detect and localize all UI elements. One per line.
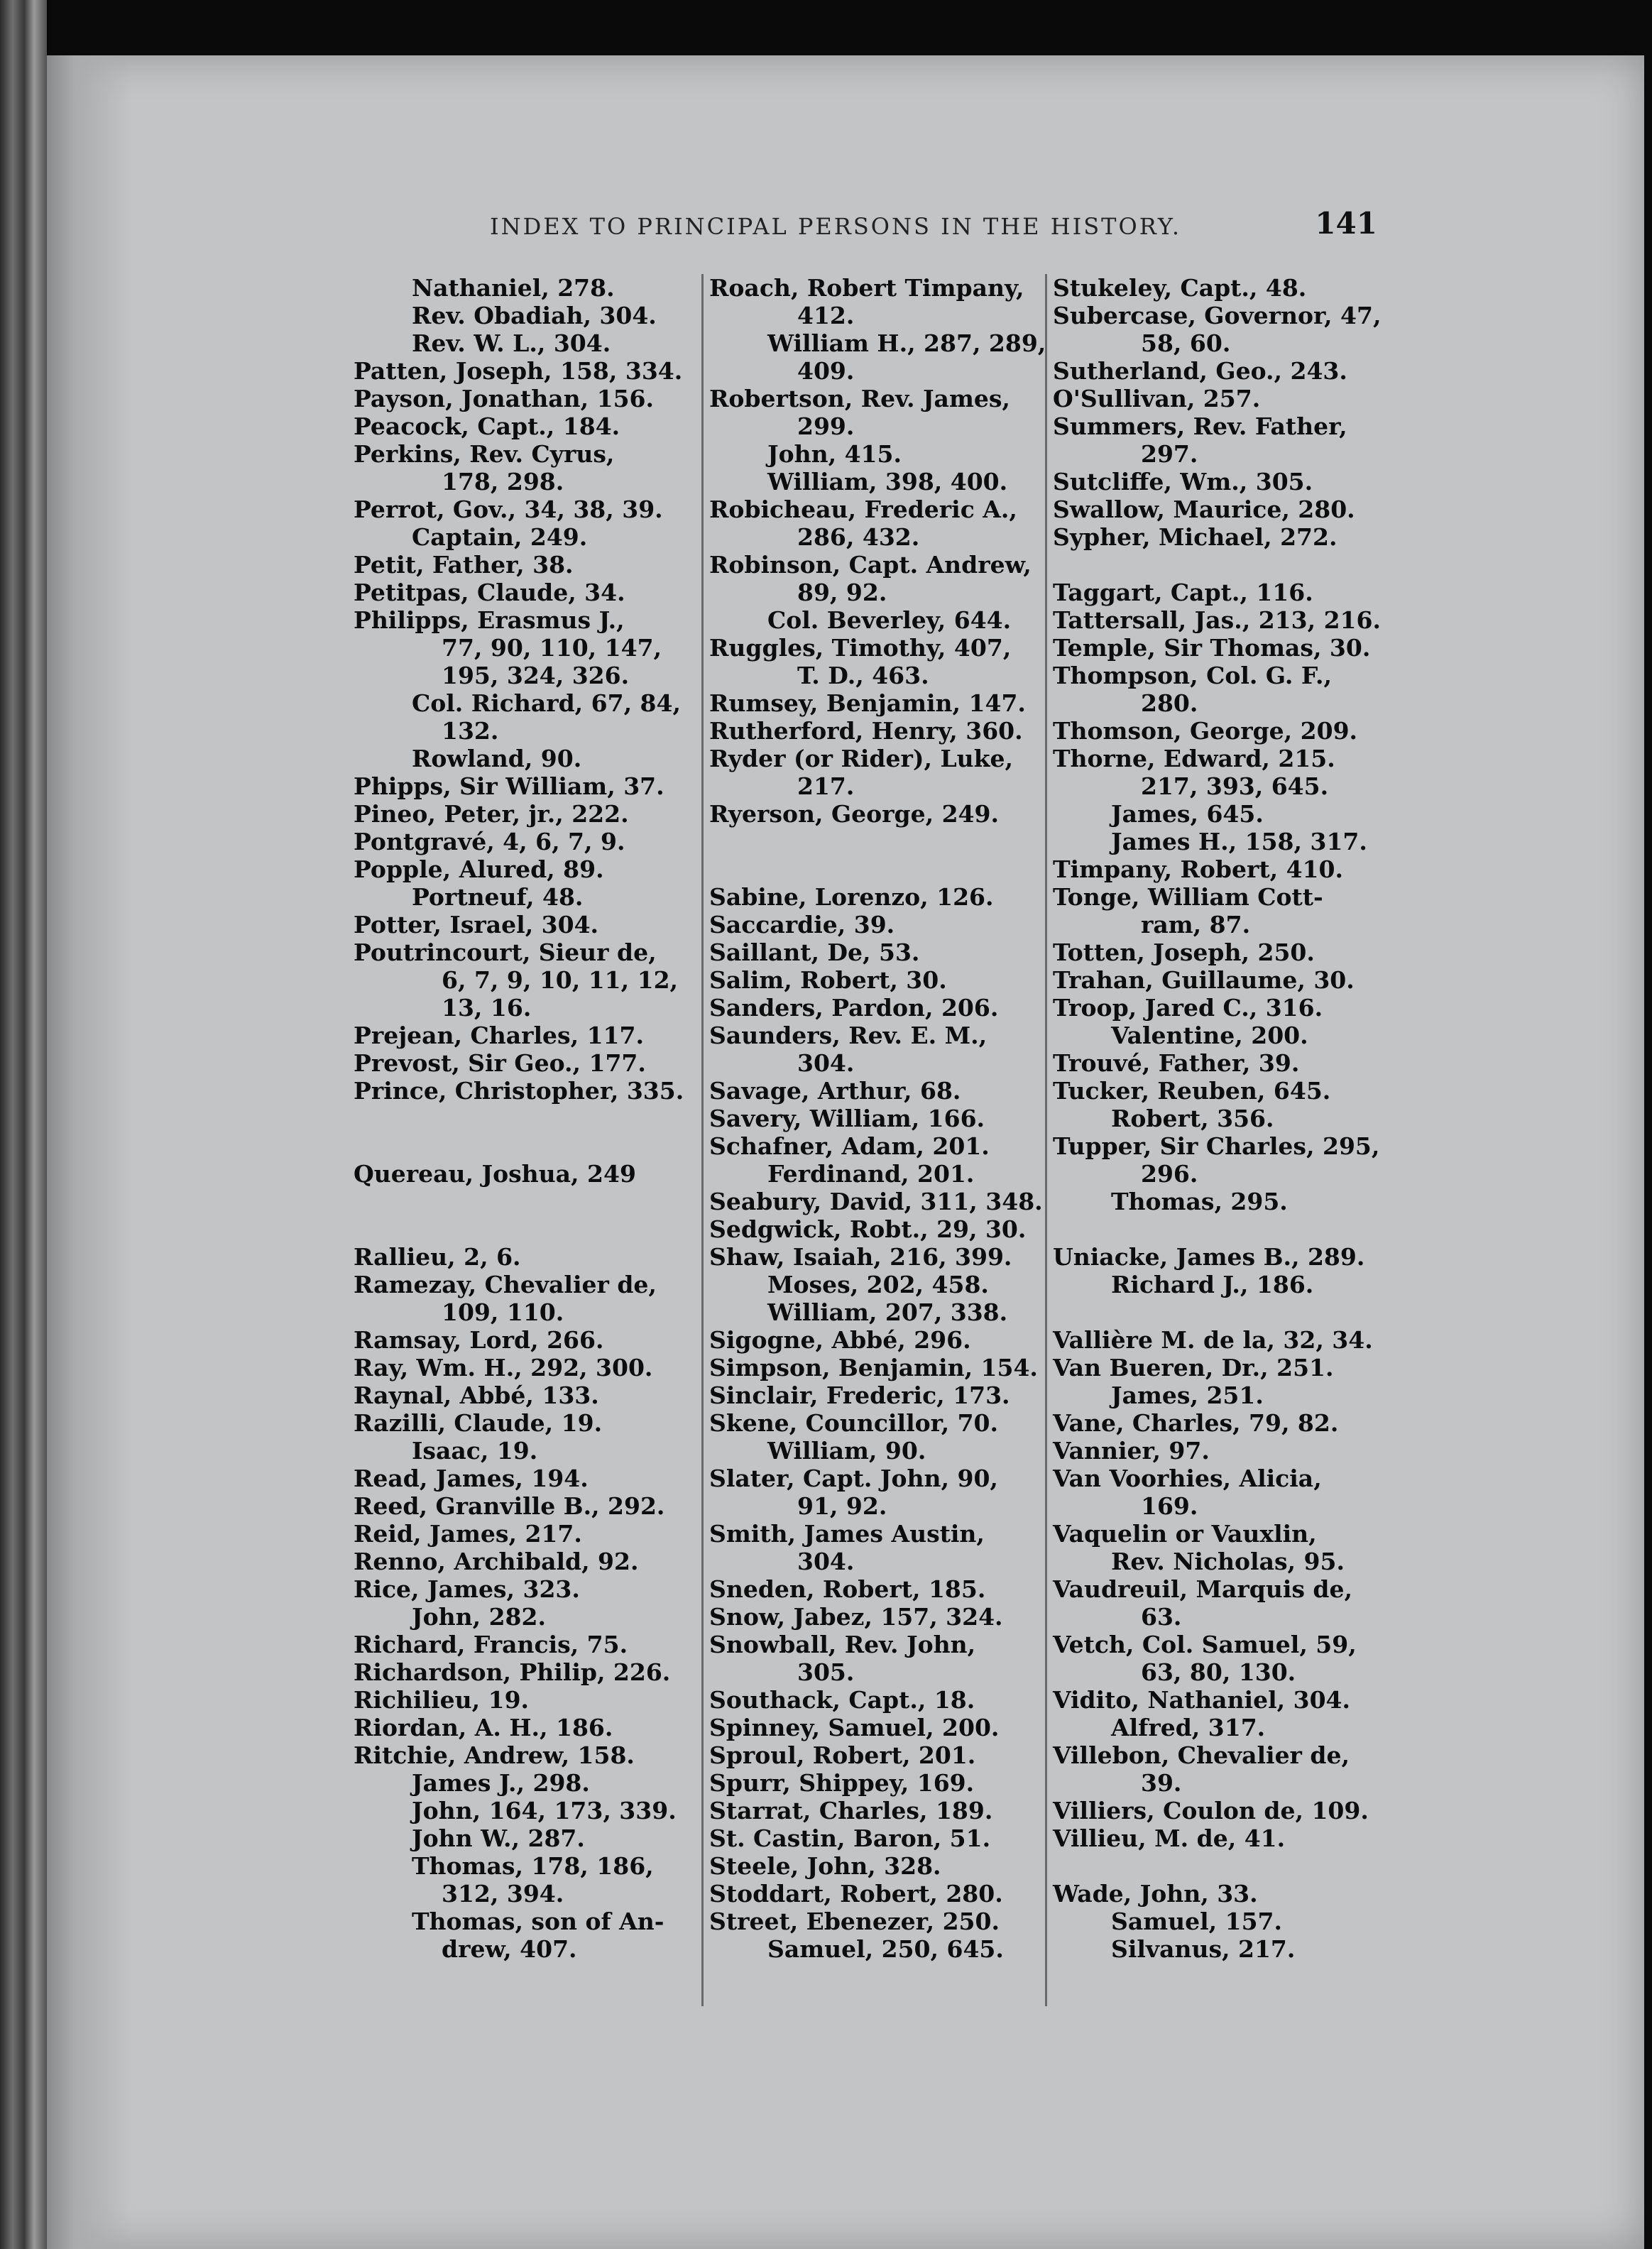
index-entry: Saunders, Rev. E. M.,	[709, 1022, 988, 1049]
index-entry: 299.	[797, 412, 855, 440]
index-entry: 132.	[442, 717, 499, 745]
index-entry: 77, 90, 110, 147,	[442, 634, 662, 662]
index-entry: 305.	[797, 1658, 855, 1686]
index-entry: Reid, James, 217.	[354, 1520, 582, 1548]
index-entry: Thomas, son of An-	[412, 1908, 664, 1935]
index-entry: Alfred, 317.	[1111, 1714, 1266, 1741]
index-entry: Uniacke, James B., 289.	[1053, 1243, 1365, 1271]
index-entry: 39.	[1141, 1769, 1182, 1797]
index-column-3	[1045, 274, 1394, 2006]
index-entry: Salim, Robert, 30.	[709, 966, 947, 994]
index-entry: William, 207, 338.	[767, 1298, 1008, 1326]
index-entry: Saccardie, 39.	[709, 911, 895, 939]
index-entry: Ryerson, George, 249.	[709, 800, 999, 828]
index-entry: Rumsey, Benjamin, 147.	[709, 689, 1026, 717]
index-entry: Riordan, A. H., 186.	[354, 1714, 613, 1741]
index-entry: Robicheau, Frederic A.,	[709, 496, 1017, 523]
index-entry: Ferdinand, 201.	[767, 1160, 975, 1188]
index-entry: Quereau, Joshua, 249	[354, 1160, 636, 1188]
index-entry: 178, 298.	[442, 468, 564, 496]
index-entry: James, 251.	[1111, 1381, 1264, 1409]
index-entry: Robinson, Capt. Andrew,	[709, 551, 1032, 579]
index-entry: ram, 87.	[1141, 911, 1251, 939]
index-entry: John, 164, 173, 339.	[412, 1797, 677, 1824]
index-entry: Ramsay, Lord, 266.	[354, 1326, 604, 1354]
index-entry: Spinney, Samuel, 200.	[709, 1714, 1000, 1741]
index-entry: Perkins, Rev. Cyrus,	[354, 440, 615, 468]
index-entry: Van Bueren, Dr., 251.	[1053, 1354, 1334, 1381]
index-entry: 91, 92.	[797, 1492, 887, 1520]
index-entry: Snow, Jabez, 157, 324.	[709, 1603, 1003, 1631]
index-entry: Sigogne, Abbé, 296.	[709, 1326, 971, 1354]
index-entry: Troop, Jared C., 316.	[1053, 994, 1323, 1022]
index-entry: Rev. Obadiah, 304.	[412, 302, 657, 329]
index-entry: 297.	[1141, 440, 1198, 468]
index-entry: Col. Richard, 67, 84,	[412, 689, 681, 717]
index-entry: 109, 110.	[442, 1298, 564, 1326]
index-entry: Vaudreuil, Marquis de,	[1053, 1575, 1352, 1603]
index-entry: O'Sullivan, 257.	[1053, 385, 1261, 412]
index-entry: Col. Beverley, 644.	[767, 606, 1012, 634]
index-column-1	[354, 274, 687, 2006]
index-entry: 195, 324, 326.	[442, 662, 630, 689]
index-entry: Villebon, Chevalier de,	[1053, 1741, 1350, 1769]
index-entry: 6, 7, 9, 10, 11, 12,	[442, 966, 679, 994]
index-entry: Simpson, Benjamin, 154.	[709, 1354, 1038, 1381]
index-entry: Stukeley, Capt., 48.	[1053, 274, 1307, 302]
index-entry: Swallow, Maurice, 280.	[1053, 496, 1355, 523]
index-entry: 304.	[797, 1548, 855, 1575]
running-header	[490, 206, 1377, 248]
index-entry: Thompson, Col. G. F.,	[1053, 662, 1332, 689]
index-entry: Richardson, Philip, 226.	[354, 1658, 671, 1686]
index-entry: Silvanus, 217.	[1111, 1935, 1296, 1963]
index-entry: Read, James, 194.	[354, 1465, 589, 1492]
index-entry: Villiers, Coulon de, 109.	[1053, 1797, 1369, 1824]
index-entry: Moses, 202, 458.	[767, 1271, 989, 1298]
index-entry: Savery, William, 166.	[709, 1105, 985, 1132]
index-entry: Wade, John, 33.	[1053, 1880, 1258, 1908]
index-entry: Taggart, Capt., 116.	[1053, 579, 1313, 606]
index-entry: drew, 407.	[442, 1935, 577, 1963]
index-entry: Renno, Archibald, 92.	[354, 1548, 639, 1575]
index-entry: 13, 16.	[442, 994, 532, 1022]
index-entry: Raynal, Abbé, 133.	[354, 1381, 599, 1409]
index-entry: Popple, Alured, 89.	[354, 855, 604, 883]
index-entry: 169.	[1141, 1492, 1198, 1520]
index-entry: Ruggles, Timothy, 407,	[709, 634, 1012, 662]
index-entry: Phipps, Sir William, 37.	[354, 772, 664, 800]
index-entry: 312, 394.	[442, 1880, 564, 1908]
index-entry: Vetch, Col. Samuel, 59,	[1053, 1631, 1357, 1658]
index-entry: Petitpas, Claude, 34.	[354, 579, 625, 606]
index-entry: Rutherford, Henry, 360.	[709, 717, 1023, 745]
index-entry: Prince, Christopher, 335.	[354, 1077, 684, 1105]
index-entry: William H., 287, 289,	[767, 329, 1046, 357]
index-entry: Ritchie, Andrew, 158.	[354, 1741, 635, 1769]
index-entry: Van Voorhies, Alicia,	[1053, 1465, 1322, 1492]
index-entry: Rev. W. L., 304.	[412, 329, 611, 357]
index-entry: Prejean, Charles, 117.	[354, 1022, 644, 1049]
index-entry: T. D., 463.	[797, 662, 929, 689]
index-entry: Robertson, Rev. James,	[709, 385, 1010, 412]
index-entry: Nathaniel, 278.	[412, 274, 615, 302]
index-entry: Sabine, Lorenzo, 126.	[709, 883, 994, 911]
page-number: 141	[1315, 206, 1377, 241]
index-entry: Prevost, Sir Geo., 177.	[354, 1049, 646, 1077]
index-entry: Street, Ebenezer, 250.	[709, 1908, 1000, 1935]
index-entry: Vidito, Nathaniel, 304.	[1053, 1686, 1350, 1714]
index-entry: Timpany, Robert, 410.	[1053, 855, 1343, 883]
index-entry: Vallière M. de la, 32, 34.	[1053, 1326, 1373, 1354]
index-entry: Totten, Joseph, 250.	[1053, 939, 1315, 966]
index-entry: Trouvé, Father, 39.	[1053, 1049, 1300, 1077]
index-entry: Sutcliffe, Wm., 305.	[1053, 468, 1313, 496]
index-entry: 304.	[797, 1049, 855, 1077]
index-entry: John, 415.	[767, 440, 902, 468]
header-title: INDEX TO PRINCIPAL PERSONS IN THE HISTORY.	[490, 213, 1182, 240]
index-entry: 58, 60.	[1141, 329, 1231, 357]
index-entry: Saillant, De, 53.	[709, 939, 920, 966]
microfilm-edge	[0, 0, 47, 2249]
index-entry: 280.	[1141, 689, 1198, 717]
index-entry: Ramezay, Chevalier de,	[354, 1271, 657, 1298]
index-entry: Sinclair, Frederic, 173.	[709, 1381, 1010, 1409]
index-entry: Valentine, 200.	[1111, 1022, 1308, 1049]
index-entry: Slater, Capt. John, 90,	[709, 1465, 998, 1492]
index-entry: Sedgwick, Robt., 29, 30.	[709, 1215, 1027, 1243]
index-entry: Spurr, Shippey, 169.	[709, 1769, 975, 1797]
index-entry: Sanders, Pardon, 206.	[709, 994, 999, 1022]
index-entry: Philipps, Erasmus J.,	[354, 606, 625, 634]
index-entry: Reed, Granville B., 292.	[354, 1492, 665, 1520]
index-entry: Snowball, Rev. John,	[709, 1631, 976, 1658]
index-entry: Sproul, Robert, 201.	[709, 1741, 976, 1769]
index-entry: Sneden, Robert, 185.	[709, 1575, 986, 1603]
index-entry: Pineo, Peter, jr., 222.	[354, 800, 629, 828]
index-entry: Razilli, Claude, 19.	[354, 1409, 603, 1437]
index-entry: Steele, John, 328.	[709, 1852, 941, 1880]
index-entry: Rallieu, 2, 6.	[354, 1243, 521, 1271]
index-entry: Payson, Jonathan, 156.	[354, 385, 655, 412]
index-entry: Ray, Wm. H., 292, 300.	[354, 1354, 653, 1381]
index-entry: Rowland, 90.	[412, 745, 582, 772]
index-entry: James, 645.	[1111, 800, 1264, 828]
index-entry: James J., 298.	[412, 1769, 590, 1797]
index-entry: St. Castin, Baron, 51.	[709, 1824, 991, 1852]
index-entry: 217.	[797, 772, 855, 800]
index-entry: Ryder (or Rider), Luke,	[709, 745, 1014, 772]
index-entry: Southack, Capt., 18.	[709, 1686, 975, 1714]
index-entry: Smith, James Austin,	[709, 1520, 985, 1548]
index-entry: Seabury, David, 311, 348.	[709, 1188, 1043, 1215]
index-entry: Temple, Sir Thomas, 30.	[1053, 634, 1371, 662]
index-entry: William, 398, 400.	[767, 468, 1008, 496]
index-entry: Schafner, Adam, 201.	[709, 1132, 990, 1160]
index-entry: Thorne, Edward, 215.	[1053, 745, 1335, 772]
index-entry: Sutherland, Geo., 243.	[1053, 357, 1347, 385]
index-entry: 296.	[1141, 1160, 1198, 1188]
index-entry: Richard, Francis, 75.	[354, 1631, 628, 1658]
index-entry: 89, 92.	[797, 579, 887, 606]
index-entry: Potter, Israel, 304.	[354, 911, 599, 939]
index-entry: James H., 158, 317.	[1111, 828, 1367, 855]
index-entry: Petit, Father, 38.	[354, 551, 574, 579]
index-entry: Rev. Nicholas, 95.	[1111, 1548, 1345, 1575]
index-entry: 217, 393, 645.	[1141, 772, 1329, 800]
index-entry: Poutrincourt, Sieur de,	[354, 939, 657, 966]
index-entry: Thomson, George, 209.	[1053, 717, 1358, 745]
page-shadow	[47, 55, 132, 2249]
index-entry: Portneuf, 48.	[412, 883, 584, 911]
index-entry: Thomas, 295.	[1111, 1188, 1288, 1215]
index-entry: Vannier, 97.	[1053, 1437, 1210, 1465]
index-entry: Villieu, M. de, 41.	[1053, 1824, 1286, 1852]
index-entry: Stoddart, Robert, 280.	[709, 1880, 1003, 1908]
index-entry: Skene, Councillor, 70.	[709, 1409, 999, 1437]
index-entry: Samuel, 250, 645.	[767, 1935, 1004, 1963]
index-column-2	[701, 274, 1046, 2006]
index-entry: Starrat, Charles, 189.	[709, 1797, 993, 1824]
index-entry: Tattersall, Jas., 213, 216.	[1053, 606, 1381, 634]
index-entry: Robert, 356.	[1111, 1105, 1274, 1132]
index-entry: Vaquelin or Vauxlin,	[1053, 1520, 1317, 1548]
index-entry: 286, 432.	[797, 523, 920, 551]
index-entry: Subercase, Governor, 47,	[1053, 302, 1382, 329]
index-entry: 412.	[797, 302, 855, 329]
index-entry: 63, 80, 130.	[1141, 1658, 1296, 1686]
index-entry: Captain, 249.	[412, 523, 588, 551]
index-entry: Thomas, 178, 186,	[412, 1852, 654, 1880]
index-entry: John, 282.	[412, 1603, 546, 1631]
index-entry: Trahan, Guillaume, 30.	[1053, 966, 1355, 994]
index-entry: Tonge, William Cott-	[1053, 883, 1323, 911]
index-entry: William, 90.	[767, 1437, 926, 1465]
index-entry: Sypher, Michael, 272.	[1053, 523, 1338, 551]
index-entry: Tupper, Sir Charles, 295,	[1053, 1132, 1380, 1160]
index-entry: Richilieu, 19.	[354, 1686, 530, 1714]
index-entry: Samuel, 157.	[1111, 1908, 1283, 1935]
index-entry: Vane, Charles, 79, 82.	[1053, 1409, 1339, 1437]
index-entry: Roach, Robert Timpany,	[709, 274, 1024, 302]
index-entry: Shaw, Isaiah, 216, 399.	[709, 1243, 1012, 1271]
index-entry: Savage, Arthur, 68.	[709, 1077, 961, 1105]
index-entry: Peacock, Capt., 184.	[354, 412, 620, 440]
index-entry: 63.	[1141, 1603, 1182, 1631]
index-entry: Perrot, Gov., 34, 38, 39.	[354, 496, 663, 523]
index-entry: Tucker, Reuben, 645.	[1053, 1077, 1331, 1105]
index-entry: Patten, Joseph, 158, 334.	[354, 357, 683, 385]
index-entry: Summers, Rev. Father,	[1053, 412, 1347, 440]
index-entry: 409.	[797, 357, 855, 385]
index-entry: Pontgravé, 4, 6, 7, 9.	[354, 828, 625, 855]
index-entry: John W., 287.	[412, 1824, 585, 1852]
index-entry: Isaac, 19.	[412, 1437, 538, 1465]
index-entry: Richard J., 186.	[1111, 1271, 1314, 1298]
index-entry: Rice, James, 323.	[354, 1575, 580, 1603]
